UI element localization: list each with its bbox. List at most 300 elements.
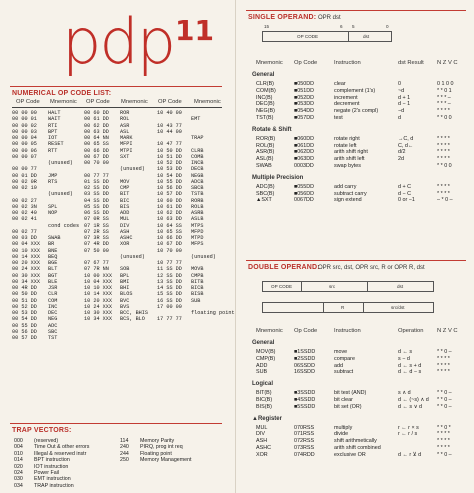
opcode-cell: 10 10 XXX xyxy=(84,285,113,291)
opcode-cell: 00 77 77 xyxy=(84,172,109,179)
opcode-cell: 07 1R SS xyxy=(84,222,109,229)
opcode-cell: 10 67 DD xyxy=(157,241,182,248)
result-cell: r ← r / s xyxy=(398,431,418,438)
mnemonic-cell: DIV xyxy=(256,431,265,438)
instruction-cell: bit clear xyxy=(334,397,353,403)
mnemonic-cell: BVS xyxy=(120,303,130,310)
mnemonic-cell: CLR(B) xyxy=(256,81,274,87)
opcode-cell: 00 03 DD xyxy=(12,235,37,241)
result-cell: d ← (~s) ∧ d xyxy=(398,397,429,403)
opcode-cell: 10 61 DD xyxy=(157,203,182,210)
mnemonic-column-3 xyxy=(191,110,235,323)
trap-vector-description: BPT instruction xyxy=(34,457,70,464)
mnemonic-cell: ASHC xyxy=(120,235,133,241)
mnemonic-column-1 xyxy=(48,110,79,341)
opcode-cell: 04 SS DD xyxy=(84,197,109,204)
flags-cell: * * * * xyxy=(437,108,450,115)
mnemonic-cell: ▲SXT xyxy=(256,197,272,204)
flags-cell: – * 0 – xyxy=(437,197,453,204)
single-opcode-label: OP CODE xyxy=(297,34,319,39)
opcode-cell: 072RSS xyxy=(294,438,315,445)
opcode-cell: 00 55 DD xyxy=(12,322,37,329)
opcode-cell: 00 02 41 xyxy=(12,216,37,223)
flags-cell: * * * * xyxy=(437,445,450,451)
mnemonic-cell: BEQ xyxy=(48,253,58,260)
opcode-cell: 10 50 DD xyxy=(157,147,182,154)
opcode-cell: 10 40 00 xyxy=(157,110,182,116)
trap-vectors-right xyxy=(120,438,192,464)
instruction-cell: add carry xyxy=(334,183,357,190)
result-cell: ~d xyxy=(398,87,405,94)
result-cell: r ← r × s xyxy=(398,424,419,431)
mnemonic-cell: (unused) xyxy=(120,166,145,173)
mnemonic-cell: MOV xyxy=(120,178,130,185)
opcode-cell: ■061DD xyxy=(294,142,315,149)
opcode-cell: 07 7R NN xyxy=(84,266,109,273)
result-cell: →C, d xyxy=(398,135,414,142)
double-title: DOUBLE OPERAND: xyxy=(248,264,320,271)
mnemonic-cell: ADC(B) xyxy=(256,183,275,190)
opcode-cell: 10 43 77 xyxy=(157,122,182,129)
opcode-cell: ■052DD xyxy=(294,94,315,101)
flags-cell: * * 0 0 xyxy=(437,163,452,169)
opcode-cell: 10 44 00 xyxy=(157,128,182,135)
flags-cell: * * 0 – xyxy=(437,397,452,403)
instruction-cell: subtract xyxy=(334,369,354,376)
instruction-cell: negate (2's compl) xyxy=(334,108,379,115)
opcode-cell: ■056DD xyxy=(294,190,315,197)
single-bit-6: 6 xyxy=(340,24,343,29)
opcode-cell: 00 00 00 xyxy=(12,110,37,116)
mnemonic-cell: WAIT xyxy=(48,116,61,123)
opcode-cell: 10 14 XXX xyxy=(84,291,113,298)
opcode-cell: 00 61 DD xyxy=(84,116,109,123)
opcode-cell: 10 65 SS xyxy=(157,228,182,235)
category-label: Multiple Precision xyxy=(252,174,304,181)
mnemonic-cell: BR xyxy=(48,241,55,248)
opcode-cell: 07 0R SS xyxy=(84,216,109,223)
trap-vector-address: 020 xyxy=(14,463,23,470)
opcode-cell: 0067DD xyxy=(294,197,314,204)
double-header-operation: Operation xyxy=(398,328,424,334)
mnemonic-cell: ASRB xyxy=(191,210,204,216)
trap-vector-description: Memory Parity xyxy=(140,438,175,444)
mnemonic-cell: BPL xyxy=(120,272,130,279)
mnemonic-cell: BIT xyxy=(120,191,130,198)
mnemonic-cell: EMT xyxy=(191,116,201,123)
opcode-cell: 03 SS DD xyxy=(84,191,109,198)
mnemonic-cell: IOT xyxy=(48,135,58,141)
opcode-cell: 10 62 DD xyxy=(157,210,182,216)
trap-vector-address: 000 xyxy=(14,438,23,444)
opcode-cell: 00 24 XXX xyxy=(12,266,41,273)
mnemonic-cell: MFPS xyxy=(191,241,204,248)
mnemonic-cell: CMP(B) xyxy=(256,355,276,362)
mnemonic-cell: INC xyxy=(48,303,58,310)
mnemonic-cell: ROLB xyxy=(191,203,204,210)
mnemonic-cell: MFPI xyxy=(120,141,133,148)
header-mnemonic-3: Mnemonic xyxy=(194,99,221,105)
opcode-cell: 00 4R DD xyxy=(12,285,37,291)
mnemonic-cell: (unused) xyxy=(191,253,216,260)
trap-vector-address: 004 xyxy=(14,444,23,451)
instruction-cell: shift arithmetically xyxy=(334,438,377,445)
opcode-cell: ■051DD xyxy=(294,87,315,94)
opcode-cell: 00 00 07 xyxy=(12,153,37,160)
opcode-cell: 06 SS DD xyxy=(84,210,109,216)
opcode-cell: 10 55 DD xyxy=(157,178,182,185)
opcode-cell: 07 3R SS xyxy=(84,235,109,241)
opcode-column-2 xyxy=(84,110,112,323)
opcode-cell: 17 77 77 xyxy=(157,316,182,323)
mnemonic-cell: DECB xyxy=(191,166,204,173)
mnemonic-cell: SBC(B) xyxy=(256,190,275,197)
opcode-cell: 13 SS DD xyxy=(157,278,182,285)
flags-cell: * * * * xyxy=(437,149,450,156)
mnemonic-cell: BGT xyxy=(48,272,58,279)
opcode-cell: 10 04 XXX xyxy=(84,278,113,285)
mnemonic-cell: MUL xyxy=(120,216,130,223)
opcode-cell: 00 00 05 xyxy=(12,141,37,148)
opcode-cell: 00 30 XXX xyxy=(12,272,41,279)
flags-cell: * * 0 1 xyxy=(437,87,452,94)
mnemonic-cell: ASH xyxy=(256,438,268,445)
instruction-cell: test xyxy=(334,115,343,121)
opcode-cell: 00 02 3N xyxy=(12,203,37,210)
mnemonic-cell: TST(B) xyxy=(256,115,274,121)
double-header-flags: N Z V C xyxy=(437,328,458,334)
mnemonic-cell: BIC xyxy=(120,197,130,204)
flags-cell: * * * * xyxy=(437,190,450,197)
result-cell: d + 1 xyxy=(398,94,411,101)
opcode-cell: 11 SS DD xyxy=(157,266,182,273)
mnemonic-column-2 xyxy=(120,110,148,323)
opcode-cell: 071RSS xyxy=(294,431,315,438)
opcode-column-1 xyxy=(12,110,40,341)
opcode-cell: 07 2R SS xyxy=(84,228,109,235)
flags-cell: * * 0 – xyxy=(437,390,452,397)
instruction-cell: divide xyxy=(334,431,349,438)
double-r-label: R xyxy=(341,305,345,310)
mnemonic-cell: INCB xyxy=(191,160,204,166)
mnemonic-cell: BIS(B) xyxy=(256,403,272,410)
opcode-cell: 00 62 DD xyxy=(84,122,109,129)
mnemonic-cell: MOV(B) xyxy=(256,349,276,355)
flags-cell: 0 1 0 0 xyxy=(437,81,454,87)
single-header-instruction: Instruction xyxy=(334,60,361,66)
opcode-cell: 00 66 DD xyxy=(84,147,109,154)
trap-vector-address: 114 xyxy=(120,438,129,444)
opcode-cell: 15 SS DD xyxy=(157,291,182,298)
opcode-cell: ■3SSDD xyxy=(294,390,316,397)
trap-title: TRAP VECTORS: xyxy=(12,427,72,434)
result-cell: d + C xyxy=(398,183,412,190)
mnemonic-cell: XOR xyxy=(256,451,268,458)
mnemonic-cell: ASR(B) xyxy=(256,149,275,156)
trap-vector-address: 030 xyxy=(14,476,23,483)
mnemonic-cell: ROL(B) xyxy=(256,142,275,149)
opcode-cell: 10 24 XXX xyxy=(84,303,113,310)
opcode-cell: 10 66 DD xyxy=(157,235,182,241)
result-cell: d ← s xyxy=(398,349,413,355)
trap-vector-row xyxy=(14,483,89,489)
mnemonic-cell: COMB xyxy=(191,153,204,160)
result-cell: 2d xyxy=(398,156,404,163)
opcode-cell: 00 64 NN xyxy=(84,135,109,141)
opcode-cell: 00 04 XXX xyxy=(12,241,41,248)
mnemonic-cell: INC(B) xyxy=(256,94,273,101)
instruction-cell: subtract carry xyxy=(334,190,367,197)
opcode-cell: ■050DD xyxy=(294,81,315,87)
flags-cell: * * * * xyxy=(437,135,450,142)
mnemonic-cell: MFPD xyxy=(191,228,204,235)
mnemonic-cell: MTPS xyxy=(191,222,204,229)
trap-vector-row xyxy=(120,457,192,463)
trap-vector-description: PIRQ, prog int req xyxy=(140,444,183,451)
flags-cell: * * * * xyxy=(437,183,450,190)
single-dst-label: dst xyxy=(363,34,370,39)
opcode-cell: 17 00 00 xyxy=(157,303,182,310)
mnemonic-cell: BIS xyxy=(120,203,130,210)
opcode-cell: 10 64 SS xyxy=(157,222,182,229)
opcode-cell: 00 56 DD xyxy=(12,328,37,335)
mnemonic-cell: NOP xyxy=(48,210,58,216)
mnemonic-cell: SPL xyxy=(48,203,58,210)
opcode-cell: 00 02 0R xyxy=(12,178,37,185)
opcode-cell: 10 51 DD xyxy=(157,153,182,160)
instruction-cell: decrement xyxy=(334,101,360,108)
opcode-cell: 00 10 XXX xyxy=(12,247,41,254)
opcode-cell: ■063DD xyxy=(294,156,315,163)
opcode-cell: ■053DD xyxy=(294,101,315,108)
mnemonic-cell: BVC xyxy=(120,297,130,304)
opcode-cell: 07 67 77 xyxy=(84,260,109,266)
flags-cell: * * 0 – xyxy=(437,451,452,458)
opcode-cell: 16 SS DD xyxy=(157,297,182,304)
trap-vector-description: IOT instruction xyxy=(34,463,69,470)
trap-vector-address: 010 xyxy=(14,450,23,457)
opcode-cell: 00 65 SS xyxy=(84,141,109,148)
result-cell: d ← r ⊻ d xyxy=(398,451,422,458)
opcode-cell: 073RSS xyxy=(294,445,315,451)
opcode-cell: 00 02 77 xyxy=(12,228,37,235)
header-opcode-2: OP Code xyxy=(86,99,110,105)
result-cell: s ∧ d xyxy=(398,390,411,397)
instruction-cell: multiply xyxy=(334,424,353,431)
mnemonic-cell: RTI xyxy=(48,122,58,129)
mnemonic-cell: JMP xyxy=(48,172,58,179)
flags-cell: * * * * xyxy=(437,431,450,438)
opcode-cell: ■5SSDD xyxy=(294,403,316,410)
opcode-cell: 16SSDD xyxy=(294,369,315,376)
opcode-cell: 10 63 DD xyxy=(157,216,182,223)
instruction-cell: add xyxy=(334,362,343,369)
category-label: General xyxy=(252,72,275,78)
mnemonic-cell: BLE xyxy=(48,278,58,285)
result-cell: d ← s + d xyxy=(398,362,422,369)
category-label: General xyxy=(252,340,275,346)
double-title-rule xyxy=(246,260,466,261)
header-mnemonic-2: Mnemonic xyxy=(121,99,148,105)
mnemonic-cell: BPT xyxy=(48,128,58,135)
result-cell: −d xyxy=(398,108,405,115)
opcode-cell: 05 SS DD xyxy=(84,203,109,210)
opcode-cell: ■055DD xyxy=(294,183,315,190)
instruction-cell: arith shift right xyxy=(334,149,368,156)
opcode-cell: 00 20 XXX xyxy=(12,260,41,266)
opcode-cell: 00 01 DD xyxy=(12,172,37,179)
double-src-label: src xyxy=(329,284,336,289)
single-bit-15: 15 xyxy=(264,24,270,29)
opcode-cell: ■054DD xyxy=(294,108,315,115)
mnemonic-cell: MARK xyxy=(120,135,133,141)
mnemonic-cell: ASL xyxy=(120,128,130,135)
opcode-cell: 00 67 DD xyxy=(84,153,109,160)
opcode-cell: 10 00 XXX xyxy=(84,272,113,279)
trap-vector-description: EMT instruction xyxy=(34,476,71,483)
instruction-cell: arith shift left xyxy=(334,156,365,163)
trap-vector-address: 240 xyxy=(120,444,129,451)
double-sd-label: src/dst xyxy=(391,305,405,310)
mnemonic-cell: ADCB xyxy=(191,178,204,185)
mnemonic-cell: cond codes xyxy=(48,222,80,229)
instruction-cell: move xyxy=(334,349,348,355)
single-bit-5: 5 xyxy=(352,24,355,29)
opcode-cell: 10 77 77 xyxy=(157,260,182,266)
opcode-cell: 00 51 DD xyxy=(12,297,37,304)
header-underline xyxy=(12,107,222,108)
mnemonic-cell: XOR xyxy=(120,241,130,248)
single-instruction-format xyxy=(262,31,392,42)
mnemonic-cell: SBCB xyxy=(191,185,204,191)
instruction-cell: exclusive OR xyxy=(334,451,366,458)
mnemonic-cell: SXT xyxy=(120,153,130,160)
instruction-cell: clear xyxy=(334,81,346,87)
double-header-instruction: Instruction xyxy=(334,328,361,334)
opcode-cell: 10 34 XXX xyxy=(84,316,113,323)
mnemonic-cell: SBC xyxy=(48,328,58,335)
trap-vector-description: TRAP instruction xyxy=(34,482,74,489)
flags-cell: * * * * xyxy=(437,438,450,445)
mnemonic-cell: NEG xyxy=(48,316,58,323)
opcode-cell: 10 52 DD xyxy=(157,160,182,166)
mnemonic-cell: TRAP xyxy=(191,135,204,141)
mnemonic-cell: ADD xyxy=(120,210,130,216)
opcode-cell: 00 70 00 xyxy=(84,160,109,166)
category-label: Rotate & Shift xyxy=(252,126,292,133)
opcode-cell: 10 47 77 xyxy=(157,141,182,148)
mnemonic-cell: CMPB xyxy=(191,272,204,279)
mnemonic-cell: BLOS xyxy=(120,291,133,298)
mnemonic-cell: RORB xyxy=(191,197,204,204)
double-format-src-dst xyxy=(262,281,434,292)
mnemonic-cell: ASH xyxy=(120,228,130,235)
opcode-cell: 00 00 01 xyxy=(12,116,37,123)
single-title-rule xyxy=(246,10,466,11)
mnemonic-cell: SOB xyxy=(120,266,130,273)
result-cell: d xyxy=(398,115,401,121)
trap-vectors-left xyxy=(14,438,89,489)
trap-vector-address: 034 xyxy=(14,482,23,489)
trap-vector-description: Illegal & reserved instr xyxy=(34,450,87,457)
mnemonic-cell: ROR(B) xyxy=(256,135,276,142)
flags-cell: * * 0 – xyxy=(437,349,452,355)
header-opcode-3: OP Code xyxy=(158,99,182,105)
mnemonic-cell: floating point xyxy=(191,310,235,316)
mnemonic-cell: SUB xyxy=(256,369,268,376)
flags-cell: * * 0 0 xyxy=(437,115,452,121)
mnemonic-cell: ASL(B) xyxy=(256,156,274,163)
result-cell: d − C xyxy=(398,190,412,197)
opcode-cell: 00 52 DD xyxy=(12,303,37,310)
opcode-cell: 10 57 DD xyxy=(157,191,182,198)
mnemonic-cell: BITB xyxy=(191,278,204,285)
result-cell: d − 1 xyxy=(398,101,411,108)
opcode-cell: 00 63 DD xyxy=(84,128,109,135)
single-header-flags: N Z V C xyxy=(437,60,458,66)
result-cell: d ← s ∨ d xyxy=(398,403,423,410)
mnemonic-cell: CMP xyxy=(120,185,130,191)
flags-cell: * * * * xyxy=(437,369,450,376)
opcode-cell: ■2SSDD xyxy=(294,355,316,362)
opcode-cell: 00 00 06 xyxy=(12,147,37,154)
opcode-cell: ■060DD xyxy=(294,135,315,142)
mnemonic-cell: SWAB xyxy=(48,235,61,241)
trap-vector-description: (reserved) xyxy=(34,438,59,444)
double-reg-op-field xyxy=(263,303,324,312)
single-bit-0: 0 xyxy=(386,24,389,29)
mnemonic-cell: DIV xyxy=(120,222,130,229)
mnemonic-cell: SWAB xyxy=(256,163,272,169)
mnemonic-cell: ASLB xyxy=(191,216,204,223)
mnemonic-cell: ROR xyxy=(120,110,130,116)
mnemonic-cell: BGE xyxy=(48,260,58,266)
mnemonic-cell xyxy=(191,316,235,322)
mnemonic-cell: MUL xyxy=(256,424,268,431)
trap-vector-address: 250 xyxy=(120,457,129,464)
mnemonic-cell: ADD xyxy=(256,362,268,369)
opcode-cell: 10 20 XXX xyxy=(84,297,113,304)
double-format: OPR src, dst, OPR src, R or OPR R, dst xyxy=(318,265,425,271)
numerical-title-rule xyxy=(10,86,222,87)
opcode-cell: ■4SSDD xyxy=(294,397,316,403)
opcode-cell: 074RDD xyxy=(294,451,315,458)
result-cell: d/2 xyxy=(398,149,406,156)
mnemonic-cell: ASR xyxy=(120,122,130,129)
mnemonic-cell: RESET xyxy=(48,141,64,148)
mnemonic-cell: MTPD xyxy=(191,235,204,241)
mnemonic-cell: TST xyxy=(48,335,58,341)
pdp-logo: pdp xyxy=(62,5,175,78)
category-label: Logical xyxy=(252,381,274,388)
flags-cell: * * * – xyxy=(437,94,451,101)
mnemonic-cell: NEG(B) xyxy=(256,108,275,115)
opcode-cell: ■062DD xyxy=(294,149,315,156)
opcode-cell: 14 SS DD xyxy=(157,285,182,291)
numerical-title: NUMERICAL OP CODE LIST: xyxy=(12,90,112,97)
trap-vector-address: 244 xyxy=(120,450,129,457)
opcode-cell: 00 02 40 xyxy=(12,210,37,216)
mnemonic-cell: COM xyxy=(48,297,58,304)
opcode-cell: 00 57 DD xyxy=(12,335,37,341)
mnemonic-cell: BMI xyxy=(120,278,130,285)
mnemonic-cell: RTS xyxy=(48,178,58,185)
mnemonic-cell: ROL xyxy=(120,116,130,123)
mnemonic-cell: DEC(B) xyxy=(256,101,275,108)
opcode-cell: 07 4R DD xyxy=(84,241,109,248)
instruction-cell: bit test (AND) xyxy=(334,390,367,397)
single-header-mnemonic: Mnemonic xyxy=(256,60,283,66)
